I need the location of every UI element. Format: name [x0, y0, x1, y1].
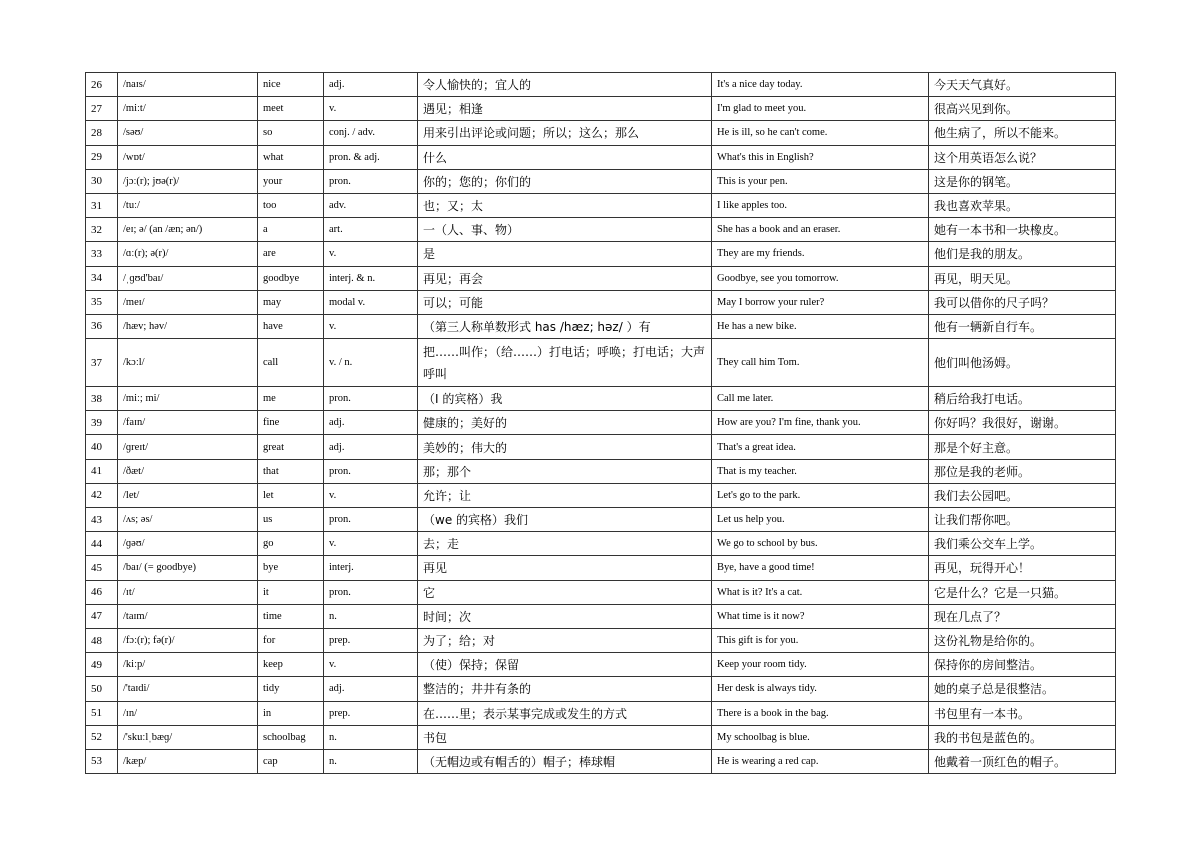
phonetic-transcription: /ɪt/ — [118, 580, 258, 604]
example-sentence: It's a nice day today. — [712, 73, 929, 97]
part-of-speech: v. — [324, 532, 418, 556]
phonetic-transcription: /miː; mi/ — [118, 387, 258, 411]
phonetic-transcription: /eɪ; ə/ (an /æn; ən/) — [118, 218, 258, 242]
vocabulary-word: too — [258, 193, 324, 217]
sentence-translation: 你好吗？我很好，谢谢。 — [929, 411, 1116, 435]
row-number: 40 — [86, 435, 118, 459]
table-row — [86, 266, 1116, 290]
sentence-translation: 今天天气真好。 — [929, 73, 1116, 97]
chinese-meaning: 美妙的；伟大的 — [418, 435, 712, 459]
vocabulary-table — [85, 72, 1116, 774]
example-sentence: This is your pen. — [712, 169, 929, 193]
row-number: 39 — [86, 411, 118, 435]
row-number: 28 — [86, 121, 118, 145]
sentence-translation: 保持你的房间整洁。 — [929, 653, 1116, 677]
sentence-translation: 他们叫他汤姆。 — [929, 339, 1116, 387]
part-of-speech: pron. & adj. — [324, 145, 418, 169]
part-of-speech: prep. — [324, 701, 418, 725]
vocabulary-word: are — [258, 242, 324, 266]
sentence-translation: 他们是我的朋友。 — [929, 242, 1116, 266]
chinese-meaning: 是 — [418, 242, 712, 266]
row-number: 33 — [86, 242, 118, 266]
part-of-speech: pron. — [324, 387, 418, 411]
row-number: 36 — [86, 314, 118, 338]
sentence-translation: 这份礼物是给你的。 — [929, 628, 1116, 652]
chinese-meaning: 去；走 — [418, 532, 712, 556]
part-of-speech: pron. — [324, 169, 418, 193]
table-row — [86, 677, 1116, 701]
row-number: 29 — [86, 145, 118, 169]
sentence-translation: 那是个好主意。 — [929, 435, 1116, 459]
table-row — [86, 387, 1116, 411]
table-row — [86, 411, 1116, 435]
row-number: 44 — [86, 532, 118, 556]
chinese-meaning: 一（人、事、物） — [418, 218, 712, 242]
chinese-meaning: 在……里；表示某事完成或发生的方式 — [418, 701, 712, 725]
row-number: 43 — [86, 508, 118, 532]
example-sentence: He is ill, so he can't come. — [712, 121, 929, 145]
vocabulary-word: call — [258, 339, 324, 387]
part-of-speech: conj. / adv. — [324, 121, 418, 145]
table-row — [86, 532, 1116, 556]
vocabulary-word: nice — [258, 73, 324, 97]
sentence-translation: 这个用英语怎么说？ — [929, 145, 1116, 169]
vocabulary-word: for — [258, 628, 324, 652]
vocabulary-word: goodbye — [258, 266, 324, 290]
vocabulary-word: so — [258, 121, 324, 145]
vocabulary-word: let — [258, 483, 324, 507]
example-sentence: My schoolbag is blue. — [712, 725, 929, 749]
phonetic-transcription: /let/ — [118, 483, 258, 507]
chinese-meaning: 允许；让 — [418, 483, 712, 507]
sentence-translation: 她有一本书和一块橡皮。 — [929, 218, 1116, 242]
vocabulary-word: schoolbag — [258, 725, 324, 749]
row-number: 45 — [86, 556, 118, 580]
table-row — [86, 580, 1116, 604]
row-number: 34 — [86, 266, 118, 290]
row-number: 38 — [86, 387, 118, 411]
example-sentence: He is wearing a red cap. — [712, 749, 929, 773]
table-row — [86, 459, 1116, 483]
table-row — [86, 483, 1116, 507]
table-row — [86, 218, 1116, 242]
chinese-meaning: 书包 — [418, 725, 712, 749]
chinese-meaning: 你的；您的；你们的 — [418, 169, 712, 193]
row-number: 32 — [86, 218, 118, 242]
example-sentence: What's this in English? — [712, 145, 929, 169]
part-of-speech: adj. — [324, 73, 418, 97]
example-sentence: I'm glad to meet you. — [712, 97, 929, 121]
chinese-meaning: 遇见；相逢 — [418, 97, 712, 121]
phonetic-transcription: /kæp/ — [118, 749, 258, 773]
example-sentence: They are my friends. — [712, 242, 929, 266]
example-sentence: She has a book and an eraser. — [712, 218, 929, 242]
phonetic-transcription: /ɑː(r); ə(r)/ — [118, 242, 258, 266]
vocabulary-word: in — [258, 701, 324, 725]
table-row — [86, 725, 1116, 749]
example-sentence: They call him Tom. — [712, 339, 929, 387]
vocabulary-word: that — [258, 459, 324, 483]
sentence-translation: 它是什么？它是一只猫。 — [929, 580, 1116, 604]
phonetic-transcription: /wɒt/ — [118, 145, 258, 169]
vocabulary-sheet — [85, 72, 1115, 774]
table-row — [86, 97, 1116, 121]
part-of-speech: art. — [324, 218, 418, 242]
table-row — [86, 749, 1116, 773]
vocabulary-table-body — [86, 73, 1116, 774]
example-sentence: What is it? It's a cat. — [712, 580, 929, 604]
chinese-meaning: 可以；可能 — [418, 290, 712, 314]
phonetic-transcription: /taɪm/ — [118, 604, 258, 628]
chinese-meaning: 也；又；太 — [418, 193, 712, 217]
phonetic-transcription: /ʌs; əs/ — [118, 508, 258, 532]
vocabulary-word: keep — [258, 653, 324, 677]
row-number: 47 — [86, 604, 118, 628]
chinese-meaning: 用来引出评论或问题；所以；这么；那么 — [418, 121, 712, 145]
sentence-translation: 那位是我的老师。 — [929, 459, 1116, 483]
vocabulary-word: fine — [258, 411, 324, 435]
vocabulary-word: meet — [258, 97, 324, 121]
chinese-meaning: 整洁的；井井有条的 — [418, 677, 712, 701]
chinese-meaning: 时间；次 — [418, 604, 712, 628]
vocabulary-word: may — [258, 290, 324, 314]
row-number: 51 — [86, 701, 118, 725]
sentence-translation: 让我们帮你吧。 — [929, 508, 1116, 532]
example-sentence: This gift is for you. — [712, 628, 929, 652]
row-number: 37 — [86, 339, 118, 387]
phonetic-transcription: /fɔː(r); fə(r)/ — [118, 628, 258, 652]
example-sentence: How are you? I'm fine, thank you. — [712, 411, 929, 435]
chinese-meaning: 那；那个 — [418, 459, 712, 483]
part-of-speech: prep. — [324, 628, 418, 652]
chinese-meaning: （使）保持；保留 — [418, 653, 712, 677]
phonetic-transcription: /baɪ/ (= goodbye) — [118, 556, 258, 580]
phonetic-transcription: /'skuːlˌbæɡ/ — [118, 725, 258, 749]
chinese-meaning: 令人愉快的；宜人的 — [418, 73, 712, 97]
example-sentence: That is my teacher. — [712, 459, 929, 483]
row-number: 26 — [86, 73, 118, 97]
part-of-speech: v. — [324, 314, 418, 338]
part-of-speech: v. — [324, 97, 418, 121]
phonetic-transcription: /kɔːl/ — [118, 339, 258, 387]
phonetic-transcription: /ɪn/ — [118, 701, 258, 725]
row-number: 27 — [86, 97, 118, 121]
chinese-meaning: 把……叫作；（给……）打电话；呼唤；打电话；大声呼叫 — [418, 339, 712, 387]
sentence-translation: 他戴着一顶红色的帽子。 — [929, 749, 1116, 773]
table-row — [86, 435, 1116, 459]
example-sentence: I like apples too. — [712, 193, 929, 217]
phonetic-transcription: /ɡəʊ/ — [118, 532, 258, 556]
part-of-speech: n. — [324, 725, 418, 749]
sentence-translation: 我也喜欢苹果。 — [929, 193, 1116, 217]
example-sentence: Let us help you. — [712, 508, 929, 532]
vocabulary-word: go — [258, 532, 324, 556]
vocabulary-word: what — [258, 145, 324, 169]
sentence-translation: 我的书包是蓝色的。 — [929, 725, 1116, 749]
row-number: 52 — [86, 725, 118, 749]
example-sentence: Her desk is always tidy. — [712, 677, 929, 701]
phonetic-transcription: /tuː/ — [118, 193, 258, 217]
example-sentence: May I borrow your ruler? — [712, 290, 929, 314]
example-sentence: We go to school by bus. — [712, 532, 929, 556]
chinese-meaning: 健康的；美好的 — [418, 411, 712, 435]
chinese-meaning: （I 的宾格）我 — [418, 387, 712, 411]
part-of-speech: n. — [324, 604, 418, 628]
phonetic-transcription: /jɔː(r); jʊə(r)/ — [118, 169, 258, 193]
sentence-translation: 我们乘公交车上学。 — [929, 532, 1116, 556]
table-row — [86, 653, 1116, 677]
chinese-meaning: （无帽边或有帽舌的）帽子；棒球帽 — [418, 749, 712, 773]
example-sentence: He has a new bike. — [712, 314, 929, 338]
vocabulary-word: tidy — [258, 677, 324, 701]
part-of-speech: adv. — [324, 193, 418, 217]
phonetic-transcription: /hæv; həv/ — [118, 314, 258, 338]
chinese-meaning: （we 的宾格）我们 — [418, 508, 712, 532]
example-sentence: Call me later. — [712, 387, 929, 411]
row-number: 35 — [86, 290, 118, 314]
phonetic-transcription: /'taɪdi/ — [118, 677, 258, 701]
vocabulary-word: cap — [258, 749, 324, 773]
vocabulary-word: us — [258, 508, 324, 532]
vocabulary-word: me — [258, 387, 324, 411]
sentence-translation: 很高兴见到你。 — [929, 97, 1116, 121]
table-row — [86, 556, 1116, 580]
part-of-speech: v. / n. — [324, 339, 418, 387]
sentence-translation: 现在几点了？ — [929, 604, 1116, 628]
part-of-speech: v. — [324, 483, 418, 507]
table-row — [86, 290, 1116, 314]
sentence-translation: 他有一辆新自行车。 — [929, 314, 1116, 338]
part-of-speech: pron. — [324, 459, 418, 483]
phonetic-transcription: /ðæt/ — [118, 459, 258, 483]
vocabulary-word: bye — [258, 556, 324, 580]
part-of-speech: pron. — [324, 580, 418, 604]
sentence-translation: 他生病了，所以不能来。 — [929, 121, 1116, 145]
part-of-speech: v. — [324, 653, 418, 677]
example-sentence: Goodbye, see you tomorrow. — [712, 266, 929, 290]
table-row — [86, 314, 1116, 338]
chinese-meaning: 它 — [418, 580, 712, 604]
sentence-translation: 她的桌子总是很整洁。 — [929, 677, 1116, 701]
chinese-meaning: 为了；给；对 — [418, 628, 712, 652]
table-row — [86, 121, 1116, 145]
vocabulary-word: have — [258, 314, 324, 338]
row-number: 53 — [86, 749, 118, 773]
sentence-translation: 我可以借你的尺子吗？ — [929, 290, 1116, 314]
table-row — [86, 169, 1116, 193]
phonetic-transcription: /naɪs/ — [118, 73, 258, 97]
phonetic-transcription: /ɡreɪt/ — [118, 435, 258, 459]
part-of-speech: interj. — [324, 556, 418, 580]
row-number: 49 — [86, 653, 118, 677]
phonetic-transcription: /ˌɡʊd'baɪ/ — [118, 266, 258, 290]
part-of-speech: modal v. — [324, 290, 418, 314]
part-of-speech: adj. — [324, 435, 418, 459]
phonetic-transcription: /kiːp/ — [118, 653, 258, 677]
table-row — [86, 242, 1116, 266]
sentence-translation: 我们去公园吧。 — [929, 483, 1116, 507]
chinese-meaning: 什么 — [418, 145, 712, 169]
sentence-translation: 书包里有一本书。 — [929, 701, 1116, 725]
row-number: 30 — [86, 169, 118, 193]
phonetic-transcription: /faɪn/ — [118, 411, 258, 435]
vocabulary-word: great — [258, 435, 324, 459]
example-sentence: There is a book in the bag. — [712, 701, 929, 725]
sentence-translation: 再见，明天见。 — [929, 266, 1116, 290]
vocabulary-word: your — [258, 169, 324, 193]
example-sentence: That's a great idea. — [712, 435, 929, 459]
sentence-translation: 这是你的钢笔。 — [929, 169, 1116, 193]
example-sentence: Bye, have a good time! — [712, 556, 929, 580]
row-number: 48 — [86, 628, 118, 652]
row-number: 42 — [86, 483, 118, 507]
row-number: 41 — [86, 459, 118, 483]
table-row — [86, 339, 1116, 387]
part-of-speech: interj. & n. — [324, 266, 418, 290]
sentence-translation: 再见，玩得开心！ — [929, 556, 1116, 580]
row-number: 31 — [86, 193, 118, 217]
phonetic-transcription: /səʊ/ — [118, 121, 258, 145]
part-of-speech: v. — [324, 242, 418, 266]
example-sentence: What time is it now? — [712, 604, 929, 628]
example-sentence: Let's go to the park. — [712, 483, 929, 507]
vocabulary-word: time — [258, 604, 324, 628]
vocabulary-word: a — [258, 218, 324, 242]
table-row — [86, 508, 1116, 532]
table-row — [86, 193, 1116, 217]
example-sentence: Keep your room tidy. — [712, 653, 929, 677]
chinese-meaning: 再见；再会 — [418, 266, 712, 290]
row-number: 46 — [86, 580, 118, 604]
part-of-speech: adj. — [324, 677, 418, 701]
phonetic-transcription: /meɪ/ — [118, 290, 258, 314]
part-of-speech: pron. — [324, 508, 418, 532]
table-row — [86, 73, 1116, 97]
vocabulary-word: it — [258, 580, 324, 604]
table-row — [86, 604, 1116, 628]
part-of-speech: n. — [324, 749, 418, 773]
chinese-meaning: 再见 — [418, 556, 712, 580]
table-row — [86, 145, 1116, 169]
table-row — [86, 701, 1116, 725]
part-of-speech: adj. — [324, 411, 418, 435]
table-row — [86, 628, 1116, 652]
chinese-meaning: （第三人称单数形式 has /hæz; həz/ ）有 — [418, 314, 712, 338]
row-number: 50 — [86, 677, 118, 701]
sentence-translation: 稍后给我打电话。 — [929, 387, 1116, 411]
phonetic-transcription: /miːt/ — [118, 97, 258, 121]
